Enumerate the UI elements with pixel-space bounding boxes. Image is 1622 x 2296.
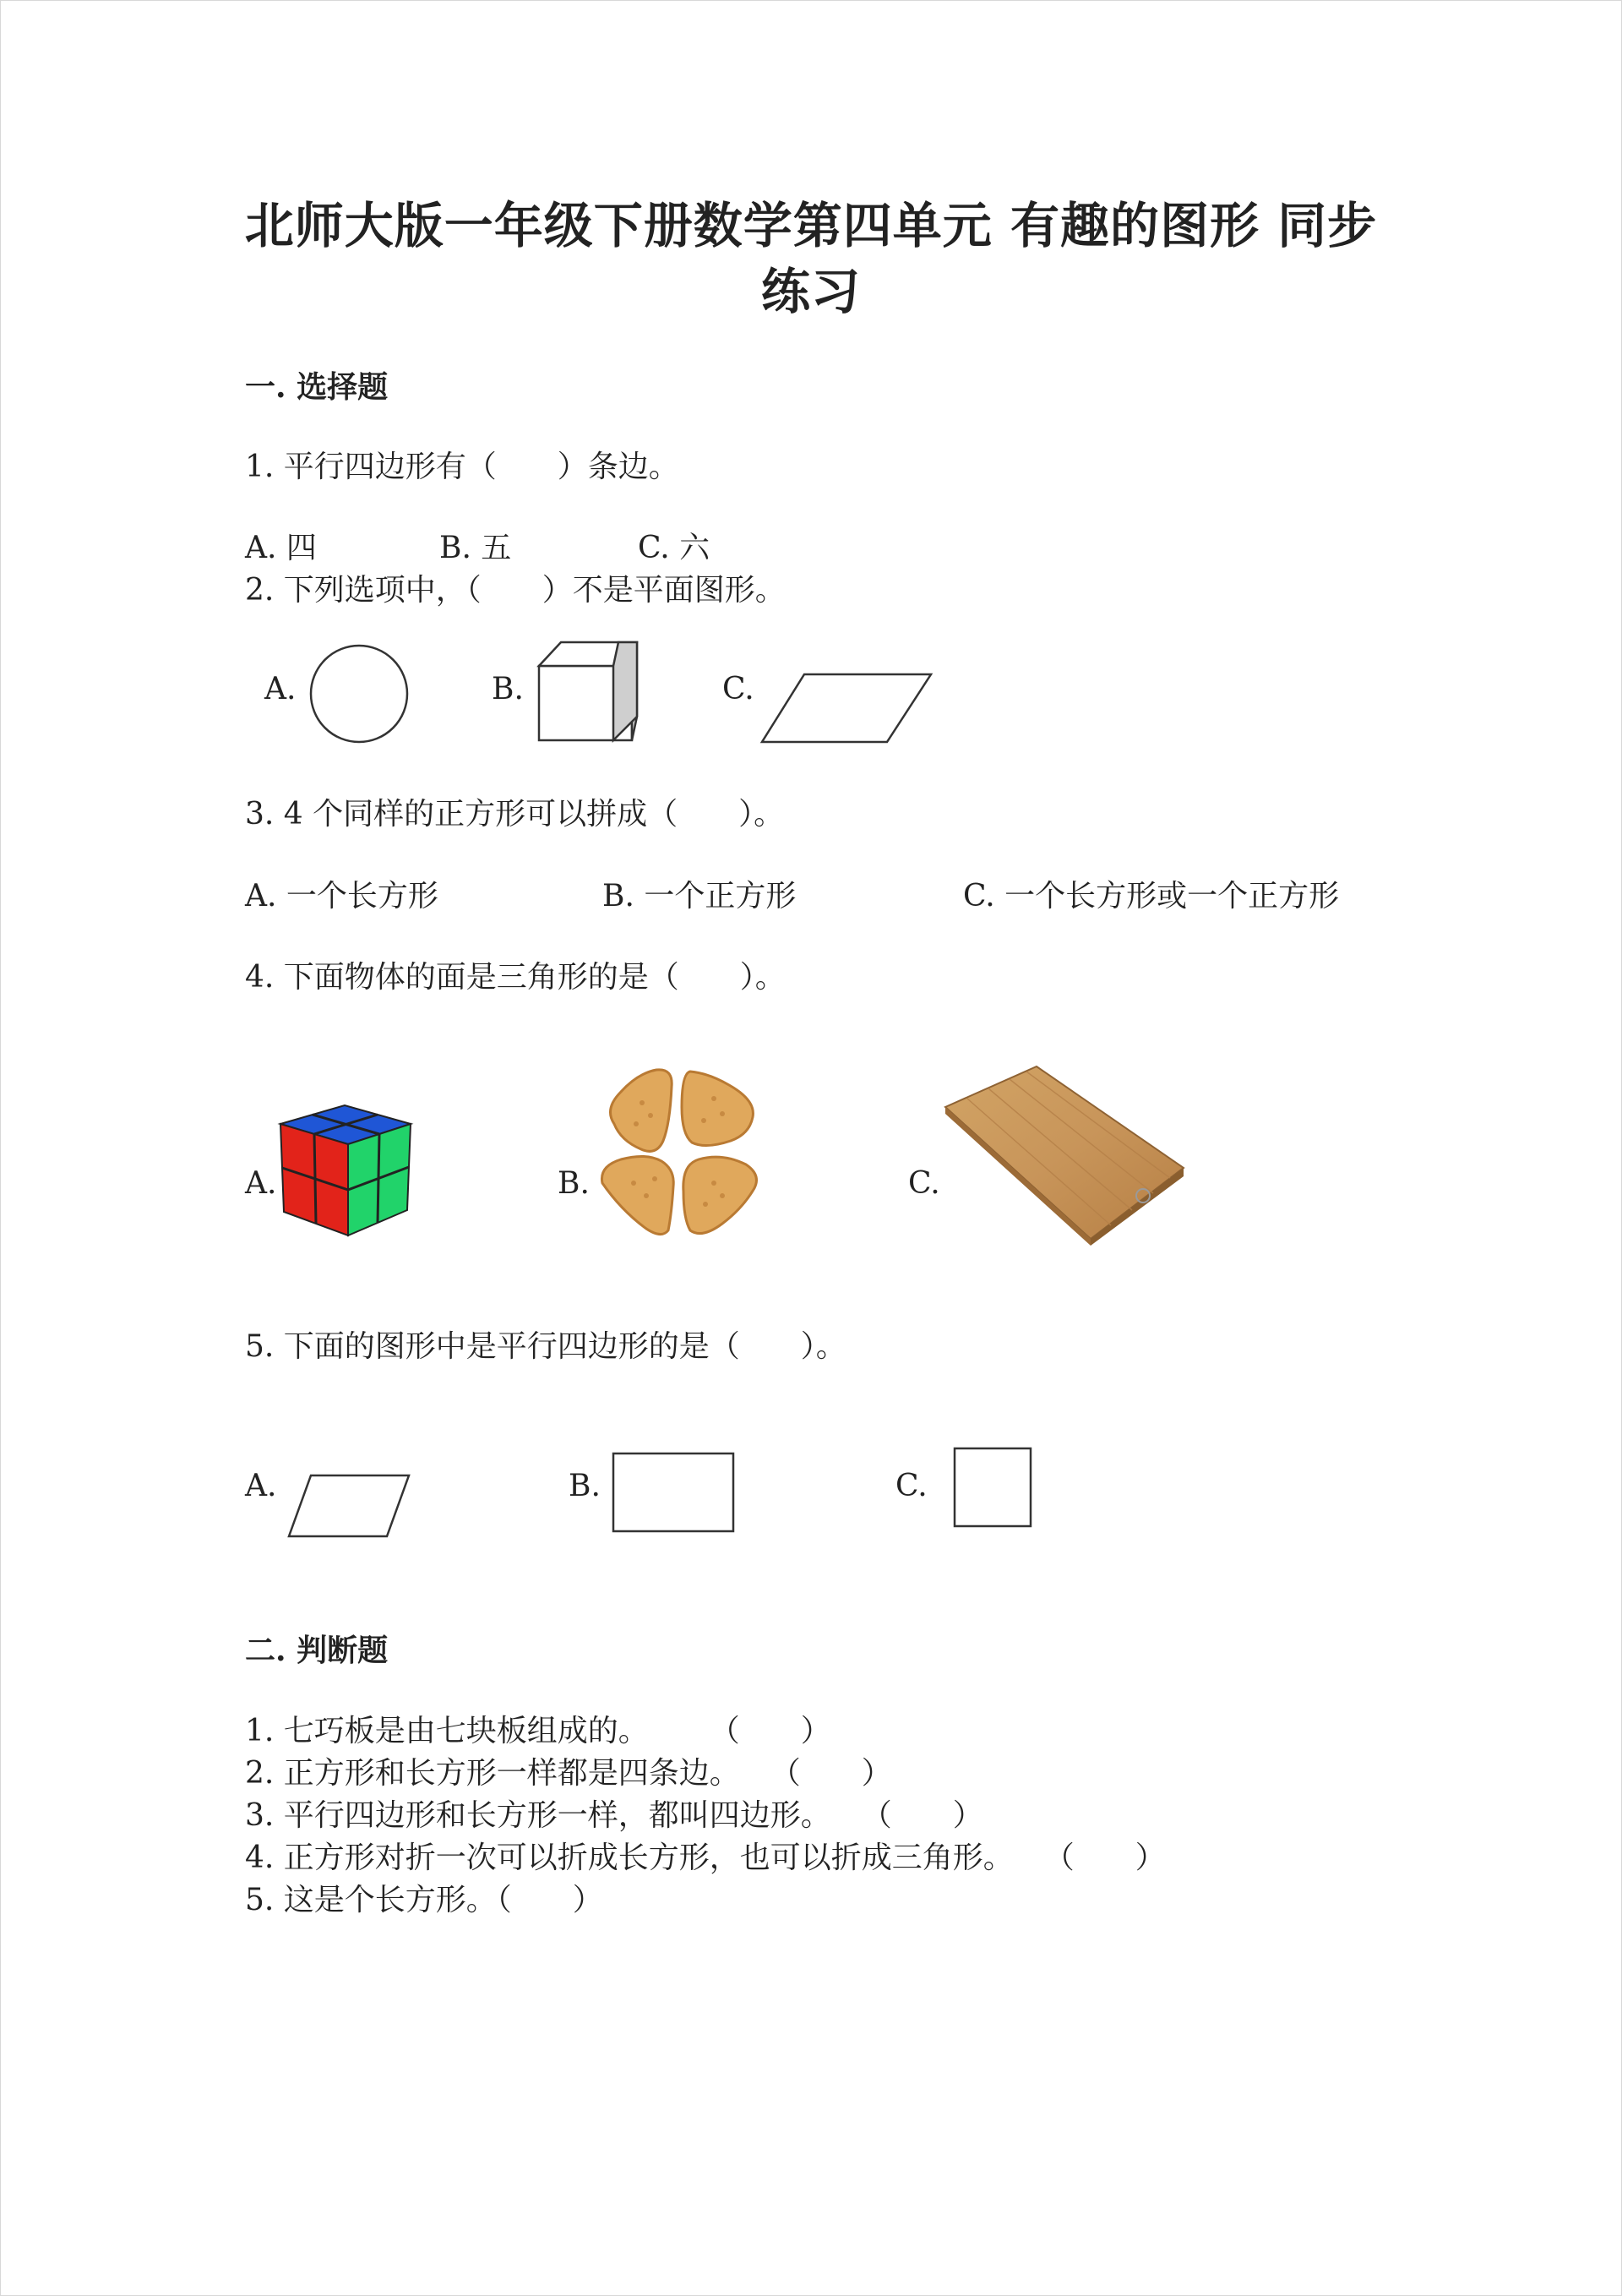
q1-option-b[interactable]: B. 五 [439, 531, 512, 565]
q4-option-c-label[interactable]: C. [908, 1166, 940, 1201]
parallelogram-icon[interactable] [287, 1474, 411, 1540]
rectangle-icon[interactable] [612, 1452, 735, 1533]
triangle-cookies-icon[interactable] [596, 1065, 765, 1238]
q5-option-b-label[interactable]: B. [569, 1469, 601, 1503]
question-1: 1. 平行四边形有（ ）条边。 [245, 450, 679, 484]
q2-option-a-label[interactable]: A. [264, 672, 297, 706]
q1-option-a[interactable]: A. 四 [245, 531, 317, 565]
parallelogram-icon[interactable] [760, 673, 933, 744]
question-2: 2. 下列选项中，（ ）不是平面图形。 [245, 573, 786, 608]
question-3: 3. 4 个同样的正方形可以拼成（ ）。 [245, 797, 785, 832]
q5-option-a-label[interactable]: A. [245, 1469, 277, 1503]
cutting-board-icon[interactable] [942, 1065, 1187, 1242]
judge-item-2[interactable]: 2. 正方形和长方形一样都是四条边。 （ ） [245, 1756, 892, 1791]
page-title: 北师大版一年级下册数学第四单元 有趣的图形 同步练习 [244, 197, 1378, 320]
q3-option-b[interactable]: B. 一个正方形 [602, 879, 797, 913]
cube-icon[interactable] [537, 641, 640, 744]
q4-option-b-label[interactable]: B. [558, 1166, 590, 1201]
rubiks-cube-icon[interactable] [279, 1100, 414, 1244]
question-4: 4. 下面物体的面是三角形的是（ ）。 [245, 960, 786, 995]
q5-option-c-label[interactable]: C. [895, 1469, 928, 1503]
judge-item-4[interactable]: 4. 正方形对折一次可以折成长方形，也可以折成三角形。 （ ） [245, 1841, 1166, 1875]
circle-icon[interactable] [309, 644, 411, 745]
q1-option-c[interactable]: C. 六 [638, 531, 710, 565]
square-icon[interactable] [953, 1447, 1032, 1528]
q3-option-c[interactable]: C. 一个长方形或一个正方形 [963, 879, 1340, 913]
q2-option-b-label[interactable]: B. [492, 672, 524, 706]
q2-option-c-label[interactable]: C. [722, 672, 754, 706]
q4-option-a-label[interactable]: A. [245, 1166, 277, 1201]
section-heading-choice: 一. 选择题 [245, 369, 389, 405]
judge-item-1[interactable]: 1. 七巧板是由七块板组成的。 （ ） [245, 1714, 831, 1748]
section-heading-judge: 二. 判断题 [245, 1633, 389, 1668]
question-5: 5. 下面的图形中是平行四边形的是（ ）。 [245, 1329, 846, 1364]
judge-item-5[interactable]: 5. 这是个长方形。（ ） [245, 1883, 603, 1917]
judge-item-3[interactable]: 3. 平行四边形和长方形一样，都叫四边形。 （ ） [245, 1798, 983, 1833]
q3-option-a[interactable]: A. 一个长方形 [245, 879, 438, 913]
